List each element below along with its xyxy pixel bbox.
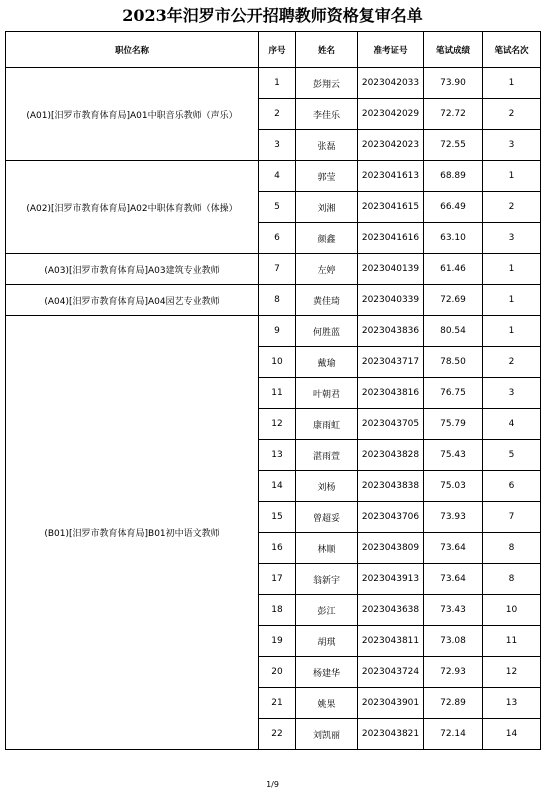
score-cell: 73.64 [424, 564, 483, 595]
name-cell: 戴瑜 [296, 347, 358, 378]
header-number: 序号 [259, 32, 296, 68]
rank-cell: 14 [483, 719, 541, 750]
name-cell: 彭翔云 [296, 68, 358, 99]
name-cell: 刘湘 [296, 192, 358, 223]
rank-cell: 2 [483, 192, 541, 223]
score-cell: 75.43 [424, 440, 483, 471]
ticket-cell: 2023043638 [358, 595, 424, 626]
number-cell: 17 [259, 564, 296, 595]
ticket-cell: 2023040139 [358, 254, 424, 285]
position-cell: (A02)[汨罗市教育体育局]A02中职体育教师（体操） [6, 161, 259, 254]
ticket-cell: 2023043901 [358, 688, 424, 719]
name-cell: 叶朝君 [296, 378, 358, 409]
score-cell: 72.93 [424, 657, 483, 688]
number-cell: 3 [259, 130, 296, 161]
ticket-cell: 2023043913 [358, 564, 424, 595]
number-cell: 9 [259, 316, 296, 347]
score-cell: 72.14 [424, 719, 483, 750]
page-number: 1/9 [266, 780, 279, 789]
rank-cell: 11 [483, 626, 541, 657]
header-name: 姓名 [296, 32, 358, 68]
rank-cell: 10 [483, 595, 541, 626]
number-cell: 1 [259, 68, 296, 99]
name-cell: 刘杨 [296, 471, 358, 502]
score-cell: 73.43 [424, 595, 483, 626]
rank-cell: 2 [483, 347, 541, 378]
rank-cell: 1 [483, 254, 541, 285]
table-row [6, 285, 541, 316]
rank-cell: 5 [483, 440, 541, 471]
rank-cell: 13 [483, 688, 541, 719]
rank-cell: 3 [483, 223, 541, 254]
number-cell: 13 [259, 440, 296, 471]
rank-cell: 3 [483, 130, 541, 161]
header-ticket: 准考证号 [358, 32, 424, 68]
number-cell: 19 [259, 626, 296, 657]
number-cell: 10 [259, 347, 296, 378]
name-cell: 彭江 [296, 595, 358, 626]
name-cell: 杨建华 [296, 657, 358, 688]
position-cell: (B01)[汨罗市教育体育局]B01初中语文教师 [6, 316, 259, 750]
score-cell: 72.89 [424, 688, 483, 719]
ticket-cell: 2023043838 [358, 471, 424, 502]
name-cell: 黄佳琦 [296, 285, 358, 316]
table-row [6, 254, 541, 285]
ticket-cell: 2023040339 [358, 285, 424, 316]
number-cell: 2 [259, 99, 296, 130]
score-cell: 72.69 [424, 285, 483, 316]
score-cell: 75.79 [424, 409, 483, 440]
score-cell: 73.90 [424, 68, 483, 99]
ticket-cell: 2023043836 [358, 316, 424, 347]
rank-cell: 1 [483, 316, 541, 347]
number-cell: 12 [259, 409, 296, 440]
score-cell: 73.08 [424, 626, 483, 657]
number-cell: 21 [259, 688, 296, 719]
ticket-cell: 2023041616 [358, 223, 424, 254]
candidate-table [5, 31, 541, 750]
rank-cell: 1 [483, 68, 541, 99]
ticket-cell: 2023043828 [358, 440, 424, 471]
name-cell: 李佳乐 [296, 99, 358, 130]
ticket-cell: 2023043724 [358, 657, 424, 688]
ticket-cell: 2023043809 [358, 533, 424, 564]
score-cell: 61.46 [424, 254, 483, 285]
name-cell: 郭莹 [296, 161, 358, 192]
rank-cell: 6 [483, 471, 541, 502]
ticket-cell: 2023041615 [358, 192, 424, 223]
name-cell: 张磊 [296, 130, 358, 161]
name-cell: 胡琪 [296, 626, 358, 657]
table-row [6, 161, 541, 192]
ticket-cell: 2023043816 [358, 378, 424, 409]
number-cell: 16 [259, 533, 296, 564]
name-cell: 曾超妥 [296, 502, 358, 533]
number-cell: 5 [259, 192, 296, 223]
name-cell: 林顺 [296, 533, 358, 564]
score-cell: 72.55 [424, 130, 483, 161]
number-cell: 14 [259, 471, 296, 502]
rank-cell: 8 [483, 533, 541, 564]
rank-cell: 7 [483, 502, 541, 533]
ticket-cell: 2023042029 [358, 99, 424, 130]
number-cell: 22 [259, 719, 296, 750]
rank-cell: 1 [483, 285, 541, 316]
table-row [6, 316, 541, 347]
rank-cell: 1 [483, 161, 541, 192]
ticket-cell: 2023043705 [358, 409, 424, 440]
number-cell: 6 [259, 223, 296, 254]
name-cell: 刘凯丽 [296, 719, 358, 750]
header-score: 笔试成绩 [424, 32, 483, 68]
name-cell: 姚果 [296, 688, 358, 719]
name-cell: 何胜蓝 [296, 316, 358, 347]
score-cell: 78.50 [424, 347, 483, 378]
table-row [6, 68, 541, 99]
rank-cell: 4 [483, 409, 541, 440]
rank-cell: 3 [483, 378, 541, 409]
number-cell: 7 [259, 254, 296, 285]
header-position: 职位名称 [6, 32, 259, 68]
ticket-cell: 2023043811 [358, 626, 424, 657]
rank-cell: 8 [483, 564, 541, 595]
score-cell: 66.49 [424, 192, 483, 223]
ticket-cell: 2023042033 [358, 68, 424, 99]
rank-cell: 2 [483, 99, 541, 130]
header-row [6, 32, 541, 68]
score-cell: 80.54 [424, 316, 483, 347]
score-cell: 72.72 [424, 99, 483, 130]
score-cell: 63.10 [424, 223, 483, 254]
score-cell: 75.03 [424, 471, 483, 502]
score-cell: 73.64 [424, 533, 483, 564]
number-cell: 8 [259, 285, 296, 316]
ticket-cell: 2023041613 [358, 161, 424, 192]
number-cell: 15 [259, 502, 296, 533]
number-cell: 11 [259, 378, 296, 409]
number-cell: 20 [259, 657, 296, 688]
score-cell: 76.75 [424, 378, 483, 409]
rank-cell: 12 [483, 657, 541, 688]
ticket-cell: 2023043706 [358, 502, 424, 533]
score-cell: 73.93 [424, 502, 483, 533]
number-cell: 4 [259, 161, 296, 192]
ticket-cell: 2023042023 [358, 130, 424, 161]
position-cell: (A04)[汨罗市教育体育局]A04园艺专业教师 [6, 285, 259, 316]
ticket-cell: 2023043821 [358, 719, 424, 750]
ticket-cell: 2023043717 [358, 347, 424, 378]
name-cell: 翁新宇 [296, 564, 358, 595]
number-cell: 18 [259, 595, 296, 626]
position-cell: (A03)[汨罗市教育体育局]A03建筑专业教师 [6, 254, 259, 285]
name-cell: 左婷 [296, 254, 358, 285]
name-cell: 颜鑫 [296, 223, 358, 254]
header-rank: 笔试名次 [483, 32, 541, 68]
name-cell: 湛雨萱 [296, 440, 358, 471]
page-title: 2023年汨罗市公开招聘教师资格复审名单 [122, 6, 423, 25]
name-cell: 康雨虹 [296, 409, 358, 440]
score-cell: 68.89 [424, 161, 483, 192]
position-cell: (A01)[汨罗市教育体育局]A01中职音乐教师（声乐） [6, 68, 259, 161]
